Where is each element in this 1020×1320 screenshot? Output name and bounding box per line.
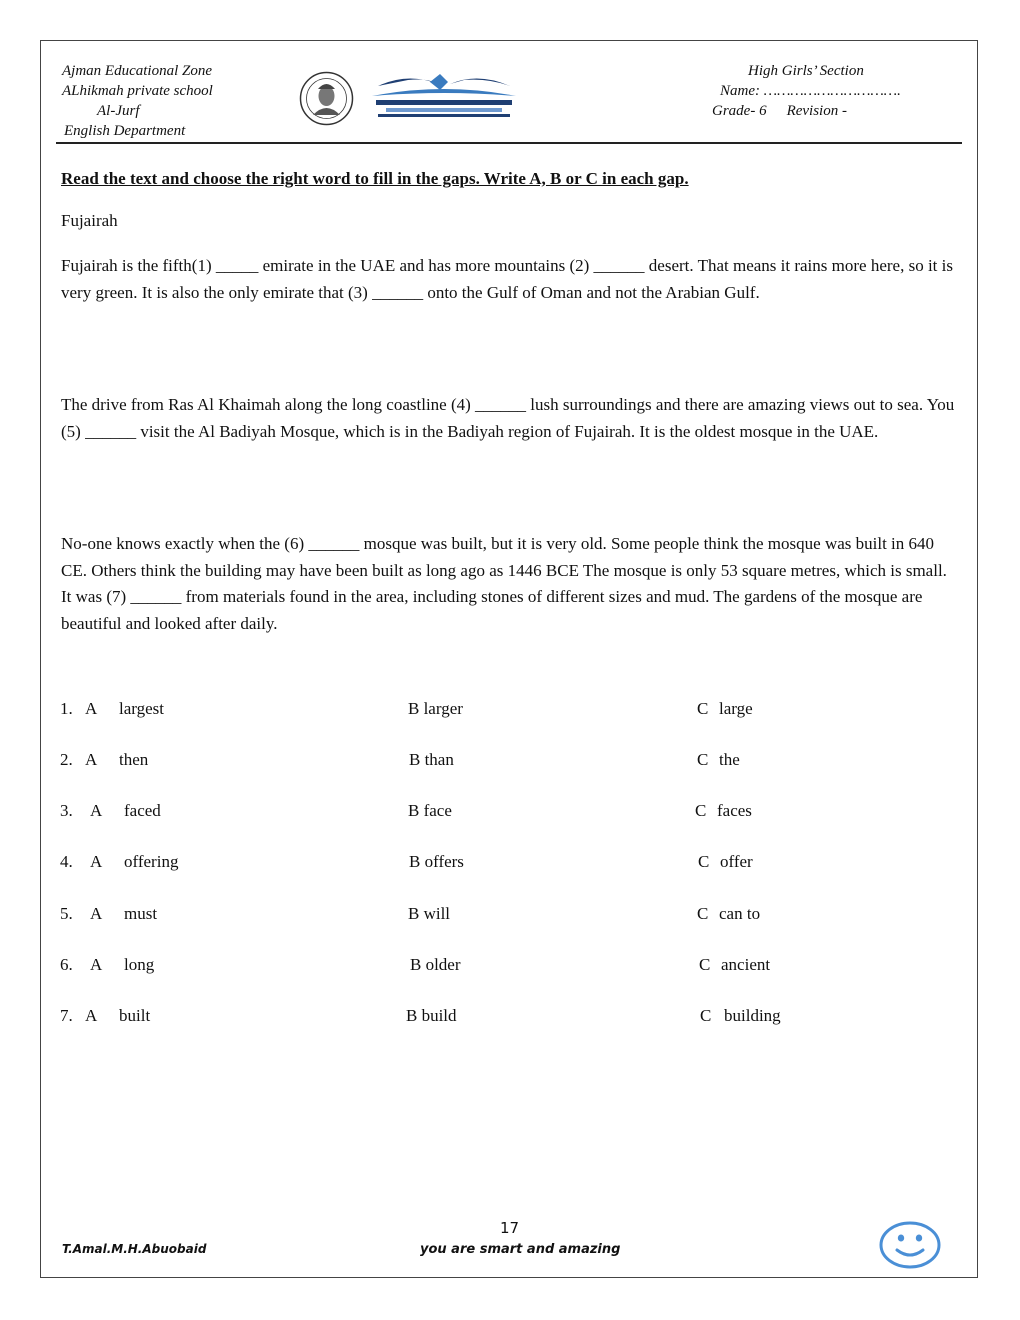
option-c-label: C	[695, 801, 707, 820]
question-number: 1.	[60, 699, 73, 718]
option-c-text: the	[719, 750, 740, 769]
option-a-label: A	[90, 801, 103, 820]
option-c	[697, 904, 760, 924]
grade-revision	[700, 101, 940, 121]
option-a-label: A	[90, 852, 103, 871]
department-name: English Department	[64, 123, 186, 139]
option-a-text: must	[124, 904, 158, 923]
question-number: 2.	[60, 750, 73, 769]
option-b: B face	[408, 801, 452, 820]
option-c-label: C	[699, 955, 711, 974]
option-c-label: C	[698, 852, 710, 871]
option-a-label: A	[85, 1006, 98, 1025]
emblem-seal-icon	[299, 71, 354, 126]
option-c-text: large	[719, 699, 753, 718]
question-number: 6.	[60, 955, 73, 974]
option-a-text: largest	[119, 699, 165, 718]
option-row-a	[60, 1006, 150, 1026]
option-a-text: built	[119, 1006, 151, 1025]
option-b: B than	[409, 750, 454, 769]
option-c	[698, 852, 753, 872]
option-c	[700, 1006, 781, 1026]
motto: you are smart and amazing	[420, 1242, 621, 1257]
option-c-label: C	[697, 750, 709, 769]
option-c	[697, 699, 753, 719]
school-name: ALhikmah private school	[62, 83, 213, 99]
text-title: Fujairah	[61, 211, 118, 230]
revision-label: Revision -	[786, 103, 847, 119]
option-c-label: C	[697, 699, 709, 718]
option-a-text: faced	[124, 801, 161, 820]
option-row-a	[60, 904, 157, 924]
question-number: 7.	[60, 1006, 73, 1025]
option-a-text: offering	[124, 852, 179, 871]
option-a-text: then	[119, 750, 149, 769]
option-b: B older	[410, 955, 461, 974]
option-a-label: A	[90, 955, 103, 974]
question-number: 5.	[60, 904, 73, 923]
page-border	[40, 40, 978, 1278]
option-b: B will	[408, 904, 451, 923]
option-c-text: ancient	[721, 955, 771, 974]
name-field: Name: ………………………….	[720, 83, 901, 99]
option-c-text: can to	[719, 904, 761, 923]
header-divider	[56, 142, 962, 144]
option-c-text: building	[724, 1006, 781, 1025]
question-number: 3.	[60, 801, 73, 820]
option-a-label: A	[85, 750, 98, 769]
option-c-text: offer	[720, 852, 753, 871]
smiley-face-icon	[878, 1220, 942, 1270]
section-name: High Girls’ Section	[748, 63, 864, 79]
option-row-a	[60, 801, 161, 821]
option-a-label: A	[85, 699, 98, 718]
author-name: T.Amal.M.H.Abuobaid	[62, 1242, 207, 1256]
option-c	[697, 750, 740, 770]
page-number: 17	[500, 1219, 520, 1237]
option-c	[695, 801, 752, 821]
school-location: Al-Jurf	[97, 103, 140, 119]
school-logo-icon	[368, 72, 520, 120]
paragraph-3: No-one knows exactly when the (6) ______ mosque was built, but it is very old. Some people think the mosque was built in 640 CE. Others think the building may have been built as long ago as 1446 BCE The mosque is only 53 square metres, which is small. It was (7) ______ from materials found in the area, including stones of different sizes and mud. The gardens of the mosque are beautiful and looked after daily.	[61, 534, 947, 633]
option-row-a	[60, 699, 164, 719]
paragraph-1: Fujairah is the fifth(1) _____ emirate in the UAE and has more mountains (2) ______ desert. That means it rains more here, so it is very green. It is also the only emirate that (3) ______ onto the Gulf of Oman and not the Arabian Gulf.	[61, 256, 953, 302]
option-row-a	[60, 955, 154, 975]
option-b: B build	[406, 1006, 457, 1025]
school-info	[62, 61, 213, 141]
option-b: B offers	[409, 852, 464, 871]
option-c-text: faces	[717, 801, 752, 820]
option-c-label: C	[697, 904, 709, 923]
option-row-a	[60, 852, 178, 872]
instruction: Read the text and choose the right word to fill in the gaps. Write A, B or C in each gap.	[61, 169, 689, 188]
option-row-a	[60, 750, 148, 770]
grade-label: Grade- 6	[712, 103, 767, 119]
question-number: 4.	[60, 852, 73, 871]
paragraph-2: The drive from Ras Al Khaimah along the long coastline (4) ______ lush surroundings and there are amazing views out to sea. You (5) ______ visit the Al Badiyah Mosque, which is in the Badiyah region of Fujairah. It is the oldest mosque in the UAE.	[61, 395, 955, 441]
option-b: B larger	[408, 699, 463, 718]
option-c	[699, 955, 770, 975]
option-a-text: long	[124, 955, 155, 974]
option-c-label: C	[700, 1006, 712, 1025]
zone-name: Ajman Educational Zone	[62, 63, 212, 79]
option-a-label: A	[90, 904, 103, 923]
student-info	[700, 61, 940, 121]
